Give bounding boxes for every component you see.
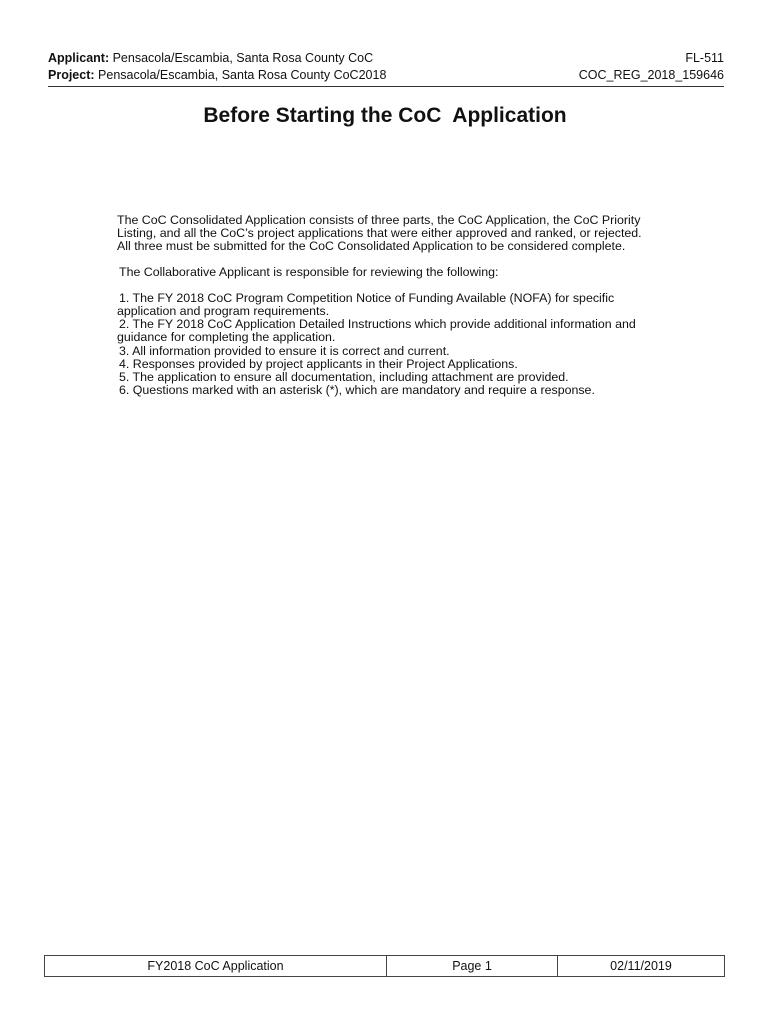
list-item: 6. Questions marked with an asterisk (*), which are mandatory and require a response. [119, 383, 595, 398]
list-item-continuation: guidance for completing the application. [117, 330, 336, 345]
footer-application: FY2018 CoC Application [45, 956, 387, 976]
list-item-continuation: application and program requirements. [117, 304, 330, 319]
project-label: Project: [48, 68, 95, 82]
project-value: Pensacola/Escambia, Santa Rosa County CoC2018 [98, 68, 387, 82]
footer-date: 02/11/2019 [610, 959, 672, 973]
list-item: 4. Responses provided by project applicants in their Project Applications. [119, 356, 518, 371]
list-item: 1. The FY 2018 CoC Program Competition Notice of Funding Available (NOFA) for specific [119, 290, 615, 305]
applicant-line [48, 50, 373, 67]
instructions-body [117, 214, 677, 397]
intro-paragraph [117, 214, 677, 254]
applicant-value: Pensacola/Escambia, Santa Rosa County CoC [112, 51, 374, 65]
header-divider [48, 86, 724, 87]
project-line [48, 67, 386, 84]
form-code: FL-511 [685, 51, 724, 65]
intro-line: Listing, and all the CoC’s project applications that were either approved and ranked, or rejected. [117, 226, 642, 241]
header-project-row [48, 67, 724, 84]
header-applicant-row [48, 50, 724, 67]
intro-line: All three must be submitted for the CoC Consolidated Application to be considered complete. [117, 239, 626, 254]
responsibility-lead: The Collaborative Applicant is responsible for reviewing the following: [119, 264, 499, 279]
page-footer [44, 955, 725, 977]
page-title: Before Starting the CoC Application [203, 104, 567, 127]
applicant-label: Applicant: [48, 51, 110, 65]
list-item: 5. The application to ensure all documentation, including attachment are provided. [119, 370, 569, 385]
review-list [117, 292, 677, 398]
intro-line: The CoC Consolidated Application consists of three parts, the CoC Application, the CoC Priority [117, 213, 641, 227]
footer-page-number: Page 1 [387, 956, 558, 976]
registration-id: COC_REG_2018_159646 [578, 68, 724, 82]
list-item: 3. All information provided to ensure it is correct and current. [119, 343, 450, 358]
list-item: 2. The FY 2018 CoC Application Detailed Instructions which provide additional information and [119, 317, 636, 332]
page-header [48, 50, 724, 84]
